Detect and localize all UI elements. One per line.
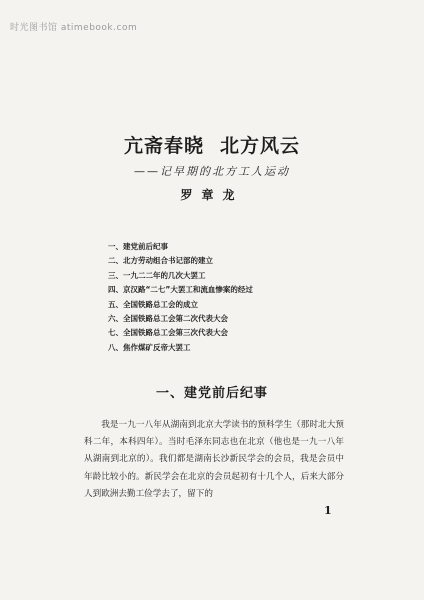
author-name: 罗章龙 (180, 188, 244, 202)
toc-item: 八、焦作煤矿反帝大罢工 (108, 342, 191, 352)
table-of-contents (108, 240, 253, 355)
title-part-1: 亢斋春晓 (123, 135, 204, 157)
body-text (84, 417, 344, 503)
toc-item: 三、一九二二年的几次大罢工 (108, 270, 206, 280)
body-paragraph: 我是一九一八年从湖南到北京大学读书的预科学生（那时北大预科二年，本科四年）。当时毛泽东同志也在北京（他也是一九一八年从湖南到北京的）。我们都是湖南长沙新民学会的会员，我是会员中年龄比较小的。新民学会在北京的会员起初有十几个人，后来大部分人到欧洲去勤工俭学去了，留下的 (84, 420, 344, 499)
watermark-text: 时光图书馆 atimebook.com (10, 23, 138, 33)
toc-item: 二、北方劳动组合书记部的建立 (108, 256, 213, 266)
toc-item: 六、全国铁路总工会第二次代表大会 (108, 314, 228, 324)
toc-item: 一、建党前后纪事 (108, 242, 168, 251)
toc-item: 四、京汉路“二七”大罢工和流血惨案的经过 (108, 285, 253, 295)
page-title (0, 131, 424, 158)
toc-item: 七、全国铁路总工会第三次代表大会 (108, 328, 228, 338)
toc-item: 五、全国铁路总工会的成立 (108, 299, 198, 309)
section-heading: 一、建党前后纪事 (155, 386, 268, 401)
title-part-2: 北方风云 (220, 135, 301, 157)
page-number: 1 (324, 504, 332, 517)
subtitle: ——记早期的北方工人运动 (134, 165, 290, 178)
